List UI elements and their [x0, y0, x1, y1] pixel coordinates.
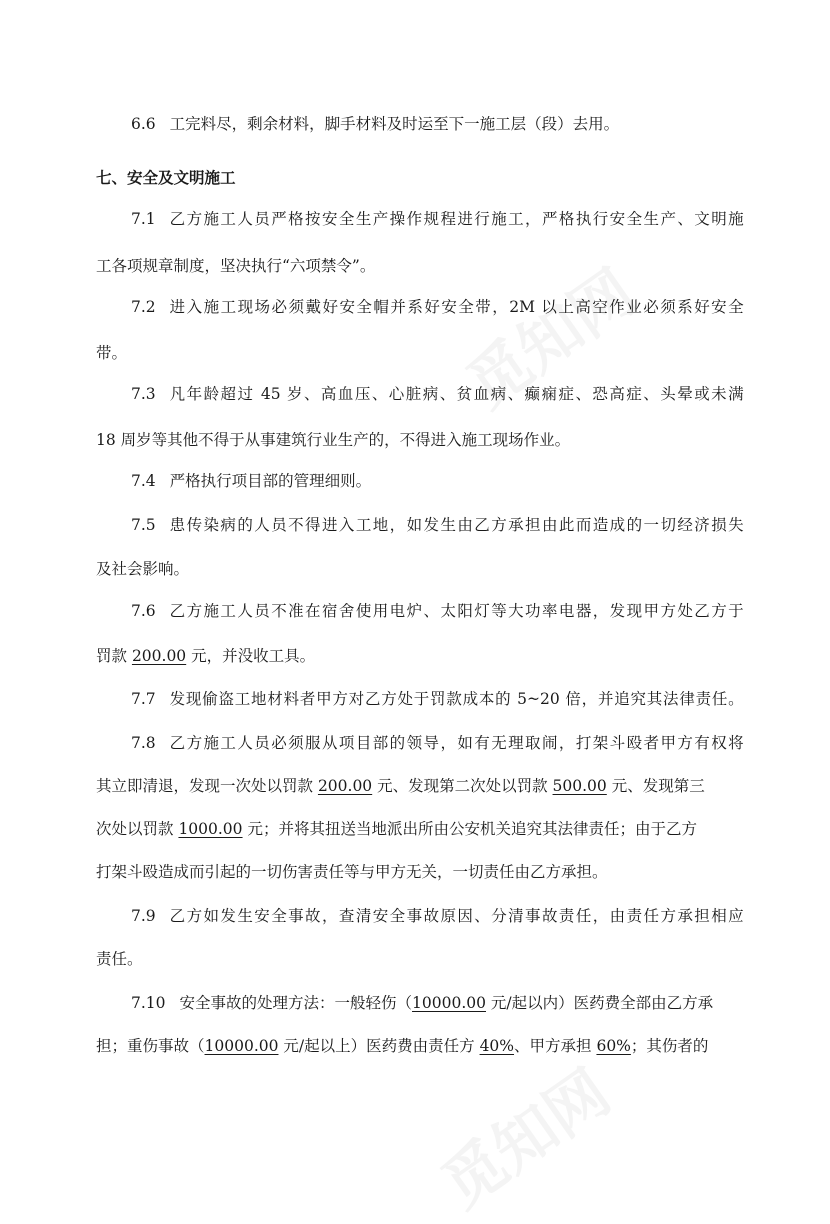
clause-number: 7.1	[131, 210, 156, 228]
clause-text: 工完料尽，剩余材料，脚手材料及时运至下一施工层（段）去用。	[169, 115, 620, 133]
section-title: 七、安全及文明施工	[96, 168, 236, 187]
fine-amount: 1000.00	[178, 820, 243, 838]
clause-number: 7.10	[131, 994, 166, 1012]
section-heading	[0, 165, 830, 191]
paragraph-7-10: 7.10 安全事故的处理方法：一般轻伤（10000.00 元/起以内）医药费全部由乙方承	[131, 994, 714, 1012]
paragraph-7-3	[0, 381, 830, 407]
clause-text: 发现偷盗工地材料者甲方对乙方处于罚款成本的 5~20 倍，并追究其法律责任。	[169, 690, 744, 708]
fine-amount: 500.00	[552, 777, 607, 795]
clause-number: 7.7	[131, 690, 156, 708]
clause-text: 乙方如发生安全事故，查清安全事故原因、分清事故责任，由责任方承担相应	[169, 907, 744, 925]
paragraph-7-6	[0, 598, 830, 624]
clause-text: 凡年龄超过 45 岁、高血压、心脏病、贫血病、癫痫症、恐高症、头晕或未满	[169, 385, 744, 403]
compensation-amount: 10000.00	[204, 1037, 279, 1055]
clause-text: 责任。	[96, 950, 143, 968]
paragraph-7-5	[0, 512, 830, 538]
clause-text: 乙方施工人员不准在宿舍使用电炉、太阳灯等大功率电器，发现甲方处乙方于	[169, 602, 744, 620]
watermark	[421, 1045, 624, 1224]
clause-text: 打架斗殴造成而引起的一切伤害责任等与甲方无关，一切责任由乙方承担。	[96, 863, 608, 881]
clause-text: 乙方施工人员严格按安全生产操作规程进行施工，严格执行安全生产、文明施	[169, 210, 744, 228]
clause-text: 进入施工现场必须戴好安全帽并系好安全带，2M 以上高空作业必须系好安全	[169, 298, 744, 316]
clause-number: 7.4	[131, 472, 156, 490]
paragraph-7-4	[0, 468, 830, 494]
clause-number: 7.6	[131, 602, 156, 620]
clause-text: 带。	[96, 344, 128, 362]
clause-number: 7.3	[131, 385, 156, 403]
clause-text: 患传染病的人员不得进入工地，如发生由乙方承担由此而造成的一切经济损失	[169, 516, 744, 534]
paragraph-7-8	[0, 730, 830, 756]
fine-amount: 200.00	[317, 777, 373, 795]
clause-number: 7.8	[131, 734, 156, 752]
document-page: 6.6 工完料尽，剩余材料，脚手材料及时运至下一施工层（段）去用。 七、安全及文明施工 7.1 乙方施工人员严格按安全生产操作规程进行施工，严格执行安全生产、文明施 工各项规章制度，坚决执行“六项禁令”。 7.2 进入施工现场必须戴好安全帽并系好安全带，2M 以上高空作业必须系好安全 带。 7.3 凡年龄超过 45 岁、高血压、心脏病、贫血病、癫痫症、恐高症、头晕或未满 18 周岁等其他不得于从事建筑行业生产的，不得进入施工现场作业。 7.4 严格执行项目部的管理细则。 7.5 患传染病的人员不得进入工地，如发生由乙方承担由此而造成的一切经济损失 及社会影响。 7.6 乙方施工人员不准在宿舍使用电炉、太阳灯等大功率电器，发现甲方处乙方于 罚款 200.00 元，并没收工具。 7.7 发现偷盗工地材料者甲方对乙方处于罚款成本的 5~20 倍，并追究其法律责任。 7.8 乙方施工人员必须服从项目部的领导，如有无理取闹，打架斗殴者甲方有权将 其立即清退，发现一次处以罚款 200.00 元、发现第二次处以罚款 500.00 元、发现第三 次处以罚款 1000.00 元；并将其扭送当地派出所由公安机关追究其法律责任；由于乙方 打架斗殴造成而引起的一切伤害责任等与甲方无关，一切责任由乙方承担。 7.9 乙方如发生安全事故，查清安全事故原因、分清事故责任，由责任方承担相应 责任。 7.10 安全事故的处理方法：一般轻伤（10000.00 元/起以内）医药费全部由乙方承 担；重伤事故（10000.00 元/起以上）医药费由责任方 40%、甲方承担 60%；其伤者的	[0, 0, 830, 1174]
paragraph-7-1	[0, 206, 830, 232]
clause-text: 工各项规章制度，坚决执行“六项禁令”。	[96, 257, 376, 275]
paragraph-6-6	[0, 111, 830, 137]
clause-number: 6.6	[131, 115, 156, 133]
clause-number: 7.2	[131, 298, 156, 316]
paragraph-7-2	[0, 294, 830, 320]
clause-number: 7.9	[131, 907, 156, 925]
liability-percentage: 40%	[479, 1037, 515, 1055]
paragraph-7-7	[0, 686, 830, 712]
fine-amount: 200.00	[131, 647, 187, 665]
paragraph-7-9	[0, 903, 830, 929]
clause-number: 7.5	[131, 516, 156, 534]
clause-text: 及社会影响。	[96, 560, 190, 578]
liability-percentage: 60%	[596, 1037, 631, 1055]
clause-text: 乙方施工人员必须服从项目部的领导，如有无理取闹，打架斗殴者甲方有权将	[169, 734, 744, 752]
clause-text: 严格执行项目部的管理细则。	[169, 472, 372, 490]
clause-text: 18 周岁等其他不得于从事建筑行业生产的，不得进入施工现场作业。	[96, 431, 571, 449]
compensation-amount: 10000.00	[412, 994, 486, 1012]
